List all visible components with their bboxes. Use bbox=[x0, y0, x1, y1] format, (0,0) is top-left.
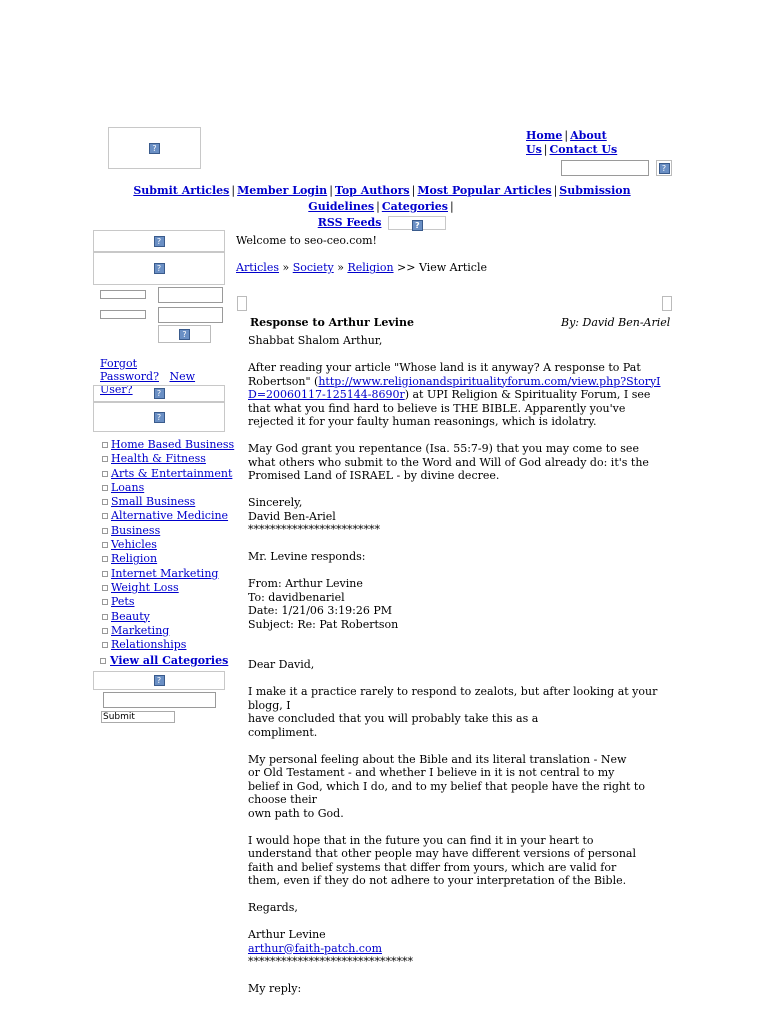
newsletter-header bbox=[93, 671, 225, 690]
rss-image bbox=[388, 216, 446, 230]
username-field[interactable] bbox=[158, 287, 223, 303]
paragraph bbox=[248, 685, 668, 739]
category-link[interactable]: Loans bbox=[111, 480, 145, 494]
article-corner-right bbox=[662, 296, 672, 311]
paragraph-text: After reading your article "Whose land is it anyway? A response to Pat Robertson" ( bbox=[248, 361, 641, 388]
login-button[interactable] bbox=[158, 325, 211, 343]
signature: David Ben-Ariel bbox=[248, 509, 336, 523]
text-line: understand that other people may have different versions of personal bbox=[248, 847, 636, 860]
email-to: To: davidbenariel bbox=[248, 590, 345, 604]
breadcrumb-current: >> View Article bbox=[397, 261, 487, 274]
list-item bbox=[102, 524, 230, 538]
text-line: them, even if they do not adhere to your interpretation of the Bible. bbox=[248, 874, 627, 887]
nav-categories[interactable]: Categories bbox=[381, 200, 448, 213]
paragraph: Mr. Levine responds: bbox=[248, 550, 366, 563]
category-link[interactable]: Home Based Business bbox=[111, 438, 235, 451]
breadcrumb bbox=[236, 261, 487, 274]
text-line: compliment. bbox=[248, 725, 318, 739]
nav-member-login[interactable]: Member Login bbox=[237, 184, 328, 197]
newsletter-email-field[interactable] bbox=[103, 692, 216, 708]
bullet-icon bbox=[102, 642, 108, 648]
search-button[interactable] bbox=[656, 160, 672, 176]
text-line: faith and belief systems that differ from yours, which are valid for bbox=[248, 860, 617, 874]
list-item bbox=[102, 638, 230, 652]
breadcrumb-separator: » bbox=[337, 261, 344, 274]
category-list bbox=[102, 438, 235, 652]
text-line: have concluded that you will probably take this as a bbox=[248, 712, 539, 725]
article-corner-left bbox=[237, 296, 247, 311]
category-link[interactable]: Arts & Entertainment bbox=[111, 466, 233, 480]
text-line: own path to God. bbox=[248, 806, 344, 820]
text-line: I would hope that in the future you can find it in your heart to bbox=[248, 833, 594, 847]
bullet-icon bbox=[102, 499, 108, 505]
paragraph bbox=[248, 753, 668, 821]
top-nav: Home | About Us | Contact Us bbox=[526, 129, 618, 156]
email-header bbox=[248, 577, 668, 631]
paragraph: Regards, bbox=[248, 901, 298, 914]
article-title: Response to Arthur Levine bbox=[250, 316, 414, 329]
separator-stars: ************************ bbox=[248, 523, 380, 536]
levine-signoff bbox=[248, 928, 668, 969]
email-date: Date: 1/21/06 3:19:26 PM bbox=[248, 604, 392, 617]
nav-submission-guidelines[interactable]: Submission Guidelines bbox=[308, 184, 631, 213]
categories-header bbox=[93, 402, 225, 432]
broken-image-icon: ? bbox=[154, 675, 165, 686]
breadcrumb-society[interactable]: Society bbox=[292, 261, 334, 274]
list-item bbox=[102, 481, 230, 495]
category-link[interactable]: Alternative Medicine bbox=[111, 509, 229, 523]
text-line: My personal feeling about the Bible and its literal translation - New bbox=[248, 752, 627, 766]
broken-image-icon: ? bbox=[154, 263, 165, 274]
view-all-categories-link[interactable]: View all Categories bbox=[110, 654, 229, 667]
text-line: belief in God, which I do, and to my belief that people have the right to choose their bbox=[248, 779, 645, 806]
category-link[interactable]: Small Business bbox=[111, 495, 196, 509]
bullet-icon bbox=[102, 542, 108, 548]
category-link[interactable]: Health & Fitness bbox=[111, 452, 206, 466]
category-link[interactable]: Relationships bbox=[111, 638, 187, 652]
forgot-password-link[interactable]: Forgot Password? bbox=[100, 357, 159, 383]
password-label-field bbox=[100, 310, 146, 319]
nav-top-authors[interactable]: Top Authors bbox=[334, 184, 410, 197]
category-link[interactable]: Vehicles bbox=[111, 538, 157, 552]
submit-button[interactable]: Submit bbox=[101, 711, 175, 723]
category-link[interactable]: Business bbox=[111, 523, 161, 537]
paragraph bbox=[248, 834, 668, 888]
category-link[interactable]: Pets bbox=[111, 595, 135, 609]
broken-image-icon: ? bbox=[154, 412, 165, 423]
bullet-icon bbox=[102, 442, 108, 448]
list-item bbox=[102, 538, 230, 552]
levine-name: Arthur Levine bbox=[248, 928, 326, 941]
bullet-icon bbox=[102, 585, 108, 591]
category-link[interactable]: Internet Marketing bbox=[111, 566, 219, 580]
sincerely: Sincerely, bbox=[248, 496, 303, 509]
category-link[interactable]: Marketing bbox=[111, 623, 170, 637]
list-item bbox=[102, 466, 233, 481]
broken-image-icon: ? bbox=[412, 220, 423, 231]
sidebar-banner bbox=[93, 230, 225, 252]
bullet-icon bbox=[102, 556, 108, 562]
separator-stars: ****************************** bbox=[248, 955, 413, 968]
broken-image-icon: ? bbox=[659, 163, 670, 174]
broken-image-icon: ? bbox=[149, 143, 160, 154]
list-item bbox=[102, 452, 230, 466]
breadcrumb-articles[interactable]: Articles bbox=[236, 261, 279, 274]
search-input[interactable] bbox=[561, 160, 649, 176]
category-link[interactable]: Beauty bbox=[111, 609, 150, 623]
password-field[interactable] bbox=[158, 307, 223, 323]
paragraph: My reply: bbox=[248, 982, 302, 995]
bullet-icon bbox=[102, 456, 108, 462]
bullet-icon bbox=[102, 471, 108, 477]
breadcrumb-religion[interactable]: Religion bbox=[347, 261, 394, 274]
welcome-text: Welcome to seo-ceo.com! bbox=[236, 234, 377, 247]
list-item bbox=[102, 595, 230, 609]
breadcrumb-separator: » bbox=[282, 261, 290, 274]
new-user-link[interactable]: New User? bbox=[100, 370, 196, 396]
article-byline: By: David Ben-Ariel bbox=[561, 316, 671, 329]
article-source-link[interactable]: http://www.religionandspiritualityforum.com/view.php?StoryID=20060117-125144-8690r bbox=[248, 374, 661, 401]
paragraph bbox=[248, 361, 668, 429]
category-link[interactable]: Religion bbox=[111, 552, 158, 566]
list-item bbox=[102, 624, 230, 638]
about-link[interactable]: About Us bbox=[526, 129, 607, 156]
list-item bbox=[102, 581, 230, 595]
bullet-icon bbox=[102, 485, 108, 491]
username-label-field bbox=[100, 290, 146, 299]
site-logo bbox=[108, 127, 201, 169]
home-link[interactable]: Home bbox=[526, 129, 563, 142]
bullet-icon bbox=[102, 628, 108, 634]
broken-image-icon: ? bbox=[179, 329, 190, 340]
article-body bbox=[248, 334, 668, 1009]
text-line: I make it a practice rarely to respond to zealots, but after looking at your blogg, I bbox=[248, 685, 658, 712]
paragraph: Dear David, bbox=[248, 658, 315, 671]
list-item bbox=[102, 438, 235, 452]
broken-image-icon: ? bbox=[154, 388, 165, 399]
login-header bbox=[93, 252, 225, 285]
sidebar-divider-image bbox=[93, 385, 225, 402]
bullet-icon bbox=[102, 571, 108, 577]
levine-email-link[interactable]: arthur@faith-patch.com bbox=[248, 941, 383, 955]
bullet-icon bbox=[102, 528, 108, 534]
email-from: From: Arthur Levine bbox=[248, 577, 363, 590]
bullet-icon bbox=[102, 513, 108, 519]
nav-most-popular[interactable]: Most Popular Articles bbox=[417, 184, 552, 197]
bullet-icon bbox=[102, 599, 108, 605]
greeting: Shabbat Shalom Arthur, bbox=[248, 334, 383, 347]
text-line: or Old Testament - and whether I believe in it is not central to my bbox=[248, 766, 615, 779]
list-item bbox=[102, 495, 230, 509]
broken-image-icon: ? bbox=[154, 236, 165, 247]
list-item bbox=[102, 509, 230, 523]
signoff bbox=[248, 496, 668, 537]
email-subject: Subject: Re: Pat Robertson bbox=[248, 617, 399, 631]
nav-submit-articles[interactable]: Submit Articles bbox=[133, 184, 230, 197]
nav-rss-feeds[interactable]: RSS Feeds bbox=[317, 216, 382, 229]
category-link[interactable]: Weight Loss bbox=[111, 580, 179, 594]
list-item bbox=[102, 552, 230, 566]
main-nav: Submit Articles | Member Login | Top Authors | Most Popular Articles | Submission Guidelines | Categories | RSS Feeds ? bbox=[133, 184, 631, 230]
bullet-icon bbox=[100, 658, 106, 664]
contact-link[interactable]: Contact Us bbox=[549, 143, 618, 156]
list-item bbox=[102, 567, 230, 581]
paragraph-text: ) at UPI Religion & Spirituality Forum, I see that what you find hard to believe is THE BIBLE. Apparently you've rejected it for your faulty human reasonings, which is idolatry. bbox=[248, 388, 651, 428]
paragraph: May God grant you repentance (Isa. 55:7-9) that you may come to see what others who submit to the Word and Will of God already do: it's the Promised Land of ISRAEL - by divine decree. bbox=[248, 442, 649, 482]
bullet-icon bbox=[102, 614, 108, 620]
view-all-categories bbox=[100, 654, 228, 667]
list-item bbox=[102, 610, 230, 624]
